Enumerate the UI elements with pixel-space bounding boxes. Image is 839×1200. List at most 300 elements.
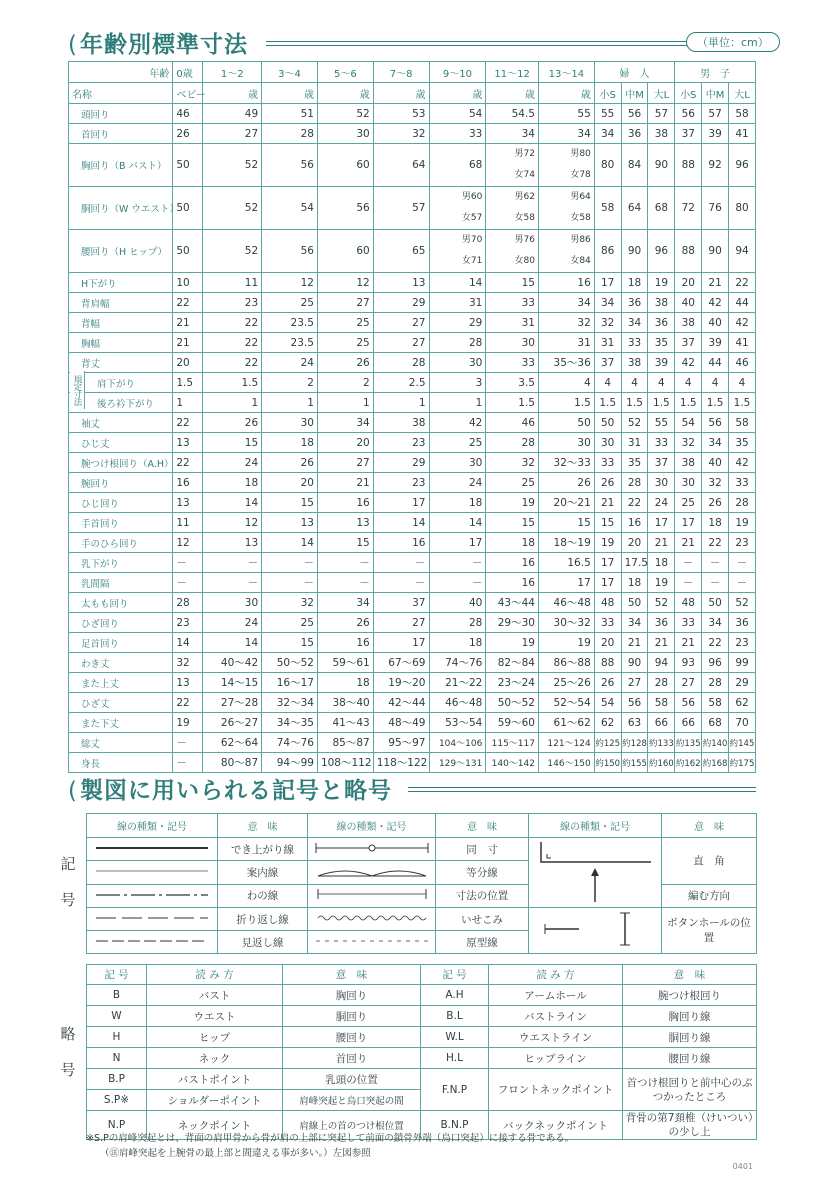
row-name-text: 袖丈 bbox=[81, 418, 101, 430]
table-cell: 33 bbox=[594, 453, 621, 473]
cell-value: 女58 bbox=[514, 213, 535, 223]
table-cell: 16～17 bbox=[262, 673, 318, 693]
table-cell: 54 bbox=[675, 413, 702, 433]
table-cell: 68 bbox=[648, 187, 675, 230]
table-cell: 30 bbox=[429, 453, 486, 473]
header-age-unit: 歳 bbox=[203, 83, 262, 104]
table-cell: － bbox=[173, 553, 203, 573]
table-cell: 27 bbox=[373, 313, 429, 333]
abbr-cell: 腰回り線 bbox=[623, 1048, 757, 1069]
table-cell: 25 bbox=[317, 313, 373, 333]
abbr-cell: 肩線上の首のつけ根位置 bbox=[283, 1111, 421, 1140]
table-cell: 35 bbox=[621, 453, 648, 473]
table-cell: 42 bbox=[729, 453, 756, 473]
symbol-finished-line bbox=[87, 838, 218, 861]
table-cell: 52 bbox=[203, 230, 262, 273]
meaning: ボタンホールの位置 bbox=[662, 908, 757, 954]
table-cell: － bbox=[173, 733, 203, 753]
table-cell: 57 bbox=[702, 104, 729, 124]
table-cell: － bbox=[675, 573, 702, 593]
table-cell: 23.5 bbox=[262, 313, 318, 333]
table-cell: － bbox=[262, 553, 318, 573]
header-age-label: 年齢 bbox=[69, 62, 173, 83]
cell-value: 男72 bbox=[514, 149, 535, 159]
row-name-text: また下丈 bbox=[81, 718, 120, 730]
header-size: 小S bbox=[594, 83, 621, 104]
table-row bbox=[69, 733, 756, 753]
table-cell: 70 bbox=[729, 713, 756, 733]
table-row bbox=[69, 693, 756, 713]
table-cell: 17 bbox=[675, 513, 702, 533]
table-cell: 1.5 bbox=[729, 393, 756, 413]
table-cell: 3.5 bbox=[486, 373, 539, 393]
table-cell: 58 bbox=[729, 104, 756, 124]
row-name-text: ひじ回り bbox=[81, 498, 120, 510]
table-cell: 19 bbox=[729, 513, 756, 533]
abbr-cell: 首回り bbox=[283, 1048, 421, 1069]
table-cell: 19 bbox=[486, 633, 539, 653]
table-cell: 60 bbox=[317, 144, 373, 187]
abbr-cell: アームホール bbox=[489, 985, 623, 1006]
table-cell: 17 bbox=[648, 513, 675, 533]
table-cell: 46～48 bbox=[538, 593, 594, 613]
abbr-header: 意 味 bbox=[283, 965, 421, 985]
abbr-header: 意 味 bbox=[623, 965, 757, 985]
cell-value: 女71 bbox=[461, 256, 483, 266]
section-symbols-header bbox=[68, 772, 758, 812]
table-cell: 15 bbox=[594, 513, 621, 533]
table-cell: 27～28 bbox=[203, 693, 262, 713]
table-cell: － bbox=[675, 553, 702, 573]
table-cell: 18 bbox=[317, 673, 373, 693]
table-cell: 57 bbox=[373, 187, 429, 230]
table-cell: 28 bbox=[262, 124, 318, 144]
table-cell: 29～30 bbox=[486, 613, 539, 633]
table-cell: 58 bbox=[702, 693, 729, 713]
table-row bbox=[87, 1027, 757, 1048]
table-cell: 15 bbox=[203, 433, 262, 453]
abbr-header: 読 み 方 bbox=[147, 965, 283, 985]
table-cell: 34 bbox=[317, 413, 373, 433]
cell-value: 女80 bbox=[514, 256, 535, 266]
table-cell: 62 bbox=[594, 713, 621, 733]
table-cell: 27 bbox=[373, 613, 429, 633]
table-cell: 20 bbox=[621, 533, 648, 553]
table-cell: 25 bbox=[262, 613, 318, 633]
abbr-cell: H.L bbox=[421, 1048, 489, 1069]
table-cell: 84 bbox=[621, 144, 648, 187]
table-cell: 14～15 bbox=[203, 673, 262, 693]
table-row bbox=[87, 1006, 757, 1027]
table-cell: 40 bbox=[702, 453, 729, 473]
table-cell: － bbox=[317, 573, 373, 593]
table-cell: 2 bbox=[262, 373, 318, 393]
table-cell: 64 bbox=[621, 187, 648, 230]
table-cell: 24 bbox=[262, 353, 318, 373]
table-cell: 121～124 bbox=[538, 733, 594, 753]
header-size: 中M bbox=[621, 83, 648, 104]
table-cell: 80 bbox=[594, 144, 621, 187]
row-name-text: 太もも回り bbox=[81, 598, 129, 610]
table-cell: － bbox=[317, 553, 373, 573]
table-cell: 50 bbox=[173, 144, 203, 187]
header-age-unit: 歳 bbox=[429, 83, 486, 104]
table-cell: 46～48 bbox=[429, 693, 486, 713]
table-cell: 25～26 bbox=[538, 673, 594, 693]
row-name-text: また上丈 bbox=[81, 678, 120, 690]
table-cell: 42 bbox=[429, 413, 486, 433]
abbr-cell: 腕つけ根回り bbox=[623, 985, 757, 1006]
table-cell: － bbox=[173, 573, 203, 593]
table-cell: 19 bbox=[173, 713, 203, 733]
header-line-type: 線の種類・記号 bbox=[529, 814, 662, 838]
table-cell: 30 bbox=[429, 353, 486, 373]
table-cell: 56 bbox=[621, 104, 648, 124]
table-cell: 33 bbox=[594, 613, 621, 633]
table-cell: 20 bbox=[262, 473, 318, 493]
row-name-text: 身長 bbox=[81, 758, 101, 770]
table-cell: 46 bbox=[173, 104, 203, 124]
table-row bbox=[69, 713, 756, 733]
table-cell: 115～117 bbox=[486, 733, 539, 753]
table-cell: 4 bbox=[729, 373, 756, 393]
table-cell: 約150 bbox=[594, 753, 621, 773]
header-meaning: 意 味 bbox=[662, 814, 757, 838]
table-cell: 14 bbox=[173, 633, 203, 653]
header-women: 婦 人 bbox=[594, 62, 675, 83]
cell-value: 男60 bbox=[461, 192, 483, 202]
table-cell: 31 bbox=[486, 313, 539, 333]
table-cell: 13 bbox=[262, 513, 318, 533]
abbr-cell: ヒップライン bbox=[489, 1048, 623, 1069]
table-cell: 33 bbox=[429, 124, 486, 144]
table-cell: 18 bbox=[429, 493, 486, 513]
table-row bbox=[69, 273, 756, 293]
table-cell: 29 bbox=[373, 293, 429, 313]
table-cell: 33 bbox=[486, 293, 539, 313]
table-cell: 30 bbox=[594, 433, 621, 453]
table-cell: 30 bbox=[486, 333, 539, 353]
header-line-type: 線の種類・記号 bbox=[308, 814, 436, 838]
symbol-facing-line bbox=[87, 931, 218, 954]
table-cell: 31 bbox=[621, 433, 648, 453]
table-row bbox=[69, 104, 756, 124]
table-cell: 1 bbox=[173, 393, 203, 413]
abbr-cell: ウエストライン bbox=[489, 1027, 623, 1048]
table-cell: 16 bbox=[486, 573, 539, 593]
table-cell: 22 bbox=[203, 353, 262, 373]
row-name-text: 乳下がり bbox=[81, 558, 120, 570]
symbol-dimension-position bbox=[308, 884, 436, 907]
table-cell: 42 bbox=[675, 353, 702, 373]
table-cell: 19 bbox=[538, 633, 594, 653]
table-cell: 26 bbox=[262, 453, 318, 473]
table-cell: 42 bbox=[729, 313, 756, 333]
table-cell: 32 bbox=[486, 453, 539, 473]
header-age-unit: 歳 bbox=[538, 83, 594, 104]
table-cell: 4 bbox=[648, 373, 675, 393]
table-cell: 32 bbox=[594, 313, 621, 333]
table-cell bbox=[429, 187, 486, 230]
table-row bbox=[69, 673, 756, 693]
table-cell: 16 bbox=[621, 513, 648, 533]
abbr-cell: 胸回り bbox=[283, 985, 421, 1006]
meaning: 原型線 bbox=[436, 931, 529, 954]
table-cell: 約168 bbox=[702, 753, 729, 773]
section-title: (年齢別標準寸法 bbox=[68, 32, 248, 58]
table-cell: 52 bbox=[203, 144, 262, 187]
table-cell: 50～52 bbox=[262, 653, 318, 673]
table-row bbox=[69, 187, 756, 230]
table-cell: 96 bbox=[648, 230, 675, 273]
table-cell: 34 bbox=[702, 433, 729, 453]
table-cell: 31 bbox=[594, 333, 621, 353]
table-cell: 36 bbox=[648, 313, 675, 333]
row-name bbox=[69, 733, 173, 753]
header-age: 7～8 bbox=[373, 62, 429, 83]
table-cell: 13 bbox=[373, 273, 429, 293]
table-cell: 1 bbox=[317, 393, 373, 413]
header-age-unit: 歳 bbox=[373, 83, 429, 104]
section-title: (製図に用いられる記号と略号 bbox=[68, 778, 392, 804]
table-cell: 21 bbox=[317, 473, 373, 493]
table-cell: 21 bbox=[675, 533, 702, 553]
cell-value: 女84 bbox=[570, 256, 591, 266]
table-cell: 28 bbox=[173, 593, 203, 613]
cell-value: 男62 bbox=[514, 192, 535, 202]
row-name bbox=[69, 104, 173, 124]
table-cell: 50 bbox=[173, 187, 203, 230]
cell-value: 女57 bbox=[461, 213, 483, 223]
table-cell: 67～69 bbox=[373, 653, 429, 673]
table-row bbox=[69, 533, 756, 553]
meaning: 寸法の位置 bbox=[436, 884, 529, 907]
table-cell: 42 bbox=[702, 293, 729, 313]
table-cell: 76 bbox=[702, 187, 729, 230]
table-cell: 21 bbox=[621, 633, 648, 653]
row-name-text: 腕つけ根回り（A.H） bbox=[81, 458, 174, 470]
cell-value: 男80 bbox=[570, 149, 591, 159]
table-cell: 33 bbox=[729, 473, 756, 493]
table-cell: 40 bbox=[429, 593, 486, 613]
table-cell: 93 bbox=[675, 653, 702, 673]
header-age-unit: 歳 bbox=[262, 83, 318, 104]
row-name bbox=[69, 533, 173, 553]
table-cell: 34～35 bbox=[262, 713, 318, 733]
table-row bbox=[69, 144, 756, 187]
table-cell: － bbox=[729, 573, 756, 593]
table-cell: 38 bbox=[621, 353, 648, 373]
table-cell: 22 bbox=[203, 333, 262, 353]
table-cell: 28 bbox=[429, 613, 486, 633]
table-cell: 88 bbox=[675, 144, 702, 187]
table-cell: 15 bbox=[486, 273, 539, 293]
table-cell: 34 bbox=[486, 124, 539, 144]
table-cell: 90 bbox=[621, 653, 648, 673]
abbr-cell: F.N.P bbox=[421, 1069, 489, 1111]
table-cell: 19～20 bbox=[373, 673, 429, 693]
table-cell: 14 bbox=[203, 493, 262, 513]
table-row bbox=[69, 593, 756, 613]
abbr-cell: 乳頭の位置 bbox=[283, 1069, 421, 1090]
meaning: 見返し線 bbox=[218, 931, 308, 954]
table-cell: 14 bbox=[203, 633, 262, 653]
table-cell: － bbox=[429, 553, 486, 573]
table-cell: 17 bbox=[429, 533, 486, 553]
table-cell: 23.5 bbox=[262, 333, 318, 353]
header-age: 9～10 bbox=[429, 62, 486, 83]
table-row bbox=[69, 453, 756, 473]
table-cell: 19 bbox=[648, 573, 675, 593]
section-age-sizes-header bbox=[68, 26, 769, 66]
table-cell: 32 bbox=[538, 313, 594, 333]
table-cell: 17 bbox=[594, 573, 621, 593]
row-name bbox=[69, 230, 173, 273]
table-cell: 44 bbox=[702, 353, 729, 373]
table-cell: 約135 bbox=[675, 733, 702, 753]
table-cell: 27 bbox=[373, 333, 429, 353]
table-cell: 59～60 bbox=[486, 713, 539, 733]
table-cell: 62～64 bbox=[203, 733, 262, 753]
abbr-cell: ネックポイント bbox=[147, 1111, 283, 1140]
table-cell: 1.5 bbox=[594, 393, 621, 413]
table-cell: 68 bbox=[429, 144, 486, 187]
page-number: 0401 bbox=[732, 1162, 753, 1171]
table-cell: 17 bbox=[373, 633, 429, 653]
footnote: ※S.Pの肩峰突起とは、背面の肩甲骨から骨が肩の上部に突起して前面の鎖骨外端（烏口突起）に接する骨である。 bbox=[86, 1133, 575, 1144]
table-cell: 34 bbox=[538, 124, 594, 144]
table-cell: 16 bbox=[317, 633, 373, 653]
header-meaning: 意 味 bbox=[218, 814, 308, 838]
table-cell: 28 bbox=[729, 493, 756, 513]
table-cell: 34 bbox=[702, 613, 729, 633]
table-cell: 29 bbox=[729, 673, 756, 693]
table-row bbox=[69, 633, 756, 653]
abbr-cell: S.P※ bbox=[87, 1090, 147, 1111]
table-row bbox=[69, 293, 756, 313]
table-cell: 40～42 bbox=[203, 653, 262, 673]
table-cell: 58 bbox=[729, 413, 756, 433]
abbreviations-table bbox=[86, 964, 757, 1140]
table-cell: 88 bbox=[675, 230, 702, 273]
table-cell: 140～142 bbox=[486, 753, 539, 773]
table-cell: 28 bbox=[621, 473, 648, 493]
header-size: 大L bbox=[648, 83, 675, 104]
table-cell: 54.5 bbox=[486, 104, 539, 124]
table-cell: 14 bbox=[429, 273, 486, 293]
abbr-header: 記 号 bbox=[87, 965, 147, 985]
table-cell: 33 bbox=[648, 433, 675, 453]
table-cell: 38 bbox=[648, 124, 675, 144]
table-cell: 26 bbox=[594, 673, 621, 693]
abbr-header: 記 号 bbox=[421, 965, 489, 985]
row-name bbox=[69, 433, 173, 453]
table-cell: 37 bbox=[675, 333, 702, 353]
table-cell: 1 bbox=[429, 393, 486, 413]
table-cell: 86～88 bbox=[538, 653, 594, 673]
table-cell: 52 bbox=[203, 187, 262, 230]
table-cell: 41～43 bbox=[317, 713, 373, 733]
table-cell: 16 bbox=[538, 273, 594, 293]
table-cell: 61～62 bbox=[538, 713, 594, 733]
table-cell: 21 bbox=[594, 493, 621, 513]
header-size: 大L bbox=[729, 83, 756, 104]
table-cell: 21 bbox=[648, 533, 675, 553]
table-cell: 22 bbox=[173, 413, 203, 433]
meaning: 同 寸 bbox=[436, 838, 529, 861]
table-cell: 28 bbox=[429, 333, 486, 353]
table-row bbox=[69, 124, 756, 144]
table-cell: － bbox=[429, 573, 486, 593]
abbr-cell: 背骨の第7頚椎（けいつい）の少し上 bbox=[623, 1111, 757, 1140]
table-cell: 52 bbox=[729, 593, 756, 613]
table-cell: 25 bbox=[317, 333, 373, 353]
table-cell: 36 bbox=[729, 613, 756, 633]
table-cell: 22 bbox=[203, 313, 262, 333]
table-cell: 19 bbox=[648, 273, 675, 293]
table-cell bbox=[538, 187, 594, 230]
table-row bbox=[87, 985, 757, 1006]
table-cell: 82～84 bbox=[486, 653, 539, 673]
row-name-text: 胸回り（B バスト） bbox=[81, 161, 167, 172]
table-cell: 24 bbox=[203, 453, 262, 473]
table-cell: 1 bbox=[373, 393, 429, 413]
table-cell: 39 bbox=[702, 124, 729, 144]
table-cell: 15 bbox=[538, 513, 594, 533]
table-cell: 146～150 bbox=[538, 753, 594, 773]
abbr-header: 読 み 方 bbox=[489, 965, 623, 985]
table-cell: 22 bbox=[702, 533, 729, 553]
table-cell: 38～40 bbox=[317, 693, 373, 713]
table-cell: － bbox=[702, 553, 729, 573]
table-cell: 28 bbox=[486, 433, 539, 453]
row-name-text: 背丈 bbox=[81, 358, 101, 370]
table-cell: 4 bbox=[702, 373, 729, 393]
table-cell: 28 bbox=[702, 673, 729, 693]
table-cell bbox=[538, 144, 594, 187]
table-cell: 31 bbox=[538, 333, 594, 353]
row-name-text: 背肩幅 bbox=[81, 298, 110, 310]
table-cell: 55 bbox=[594, 104, 621, 124]
symbol-easing bbox=[308, 908, 436, 931]
table-cell: 16 bbox=[317, 493, 373, 513]
table-cell: － bbox=[203, 553, 262, 573]
table-cell: 22 bbox=[173, 453, 203, 473]
table-cell: 17 bbox=[538, 573, 594, 593]
table-cell: 20 bbox=[594, 633, 621, 653]
table-cell: 約128 bbox=[621, 733, 648, 753]
table-cell: 30 bbox=[317, 124, 373, 144]
table-cell: 90 bbox=[702, 230, 729, 273]
table-row bbox=[69, 653, 756, 673]
table-cell: 99 bbox=[729, 653, 756, 673]
table-cell: 32 bbox=[173, 653, 203, 673]
row-name bbox=[69, 573, 173, 593]
table-cell: 18 bbox=[702, 513, 729, 533]
table-cell: 29 bbox=[373, 453, 429, 473]
table-cell: 22 bbox=[702, 633, 729, 653]
table-cell: 1.5 bbox=[173, 373, 203, 393]
table-cell: 88 bbox=[594, 653, 621, 673]
table-cell: 34 bbox=[621, 613, 648, 633]
table-cell: 27 bbox=[203, 124, 262, 144]
table-cell: 18 bbox=[648, 553, 675, 573]
table-cell: 74～76 bbox=[262, 733, 318, 753]
table-cell: 約145 bbox=[729, 733, 756, 753]
table-cell: 23 bbox=[173, 613, 203, 633]
table-cell: 86 bbox=[594, 230, 621, 273]
table-cell: 48 bbox=[675, 593, 702, 613]
